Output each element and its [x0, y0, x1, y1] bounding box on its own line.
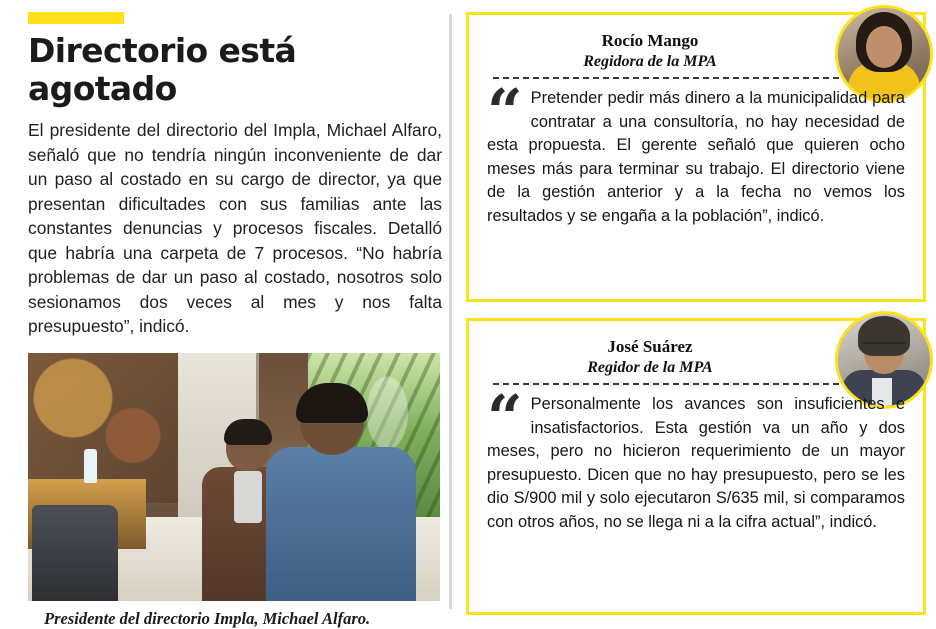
quote-text: Pretender pedir más dinero a la municipalidad para contratar a una consultoría, no hay necesidad de esta propuesta. El gerente señaló que quieren ocho meses más para terminar su trabajo. El directorio viene de la gestión anterior y a la fecha no vemos los resultados y se engaña a la población”, indicó. — [487, 89, 905, 225]
quote-text-block — [487, 381, 905, 535]
article-body-text: El presidente del directorio del Impla, Michael Alfaro, señaló que no tendría ningún inconveniente de dar un paso al costado en su cargo de director, ya que presentan dificultades con sus familias ante las constantes denuncias y procesos fiscales. Detalló que habría una carpeta de 7 procesos. “No habría problemas de dar un paso al costado, nosotros solo sesionamos dos veces al mes y nos falta presupuesto”, indicó. — [28, 120, 442, 336]
avatar-face — [866, 26, 902, 68]
quote-column — [466, 8, 926, 615]
photo-person-right-body — [266, 447, 416, 601]
quote-text-block — [487, 75, 905, 229]
article-photo-block — [28, 353, 442, 629]
photo-person-right — [266, 389, 416, 601]
article-column — [12, 8, 452, 628]
article-photo — [28, 353, 440, 601]
article-body — [28, 118, 442, 339]
photo-bottle — [84, 449, 97, 483]
photo-person-right-hair — [296, 383, 368, 423]
page-title: Directorio está agotado — [28, 31, 297, 108]
quote-text: Personalmente los avances son insuficientes e insatisfactorios. Esta gestión va un año y dos meses, pero no hicieron requerimiento de un mayor presupuesto. Dicen que no hay presupuesto, pero se les dio S/900 mil y solo ejecutaron S/635 mil, si comparamos con otros años, no se llega ni a la cifra actual”, indicó. — [487, 395, 905, 531]
glasses-icon — [862, 342, 906, 353]
quote-card — [466, 12, 926, 302]
photo-person-left-hair — [224, 419, 272, 445]
speaker-role: Regidora de la MPA — [583, 53, 717, 70]
quote-mark-icon: “ — [487, 75, 523, 148]
accent-tab — [28, 12, 124, 24]
photo-person-left-shirt — [234, 471, 262, 523]
photo-caption: Presidente del directorio Impla, Michael Alfaro. — [44, 608, 371, 628]
speaker-name: Rocío Mango — [601, 31, 699, 50]
speaker-role: Regidor de la MPA — [587, 359, 713, 376]
speaker-name: José Suárez — [607, 337, 693, 356]
photo-chair — [32, 505, 118, 601]
quote-card — [466, 318, 926, 615]
quote-mark-icon: “ — [487, 381, 523, 454]
column-divider — [449, 14, 452, 609]
